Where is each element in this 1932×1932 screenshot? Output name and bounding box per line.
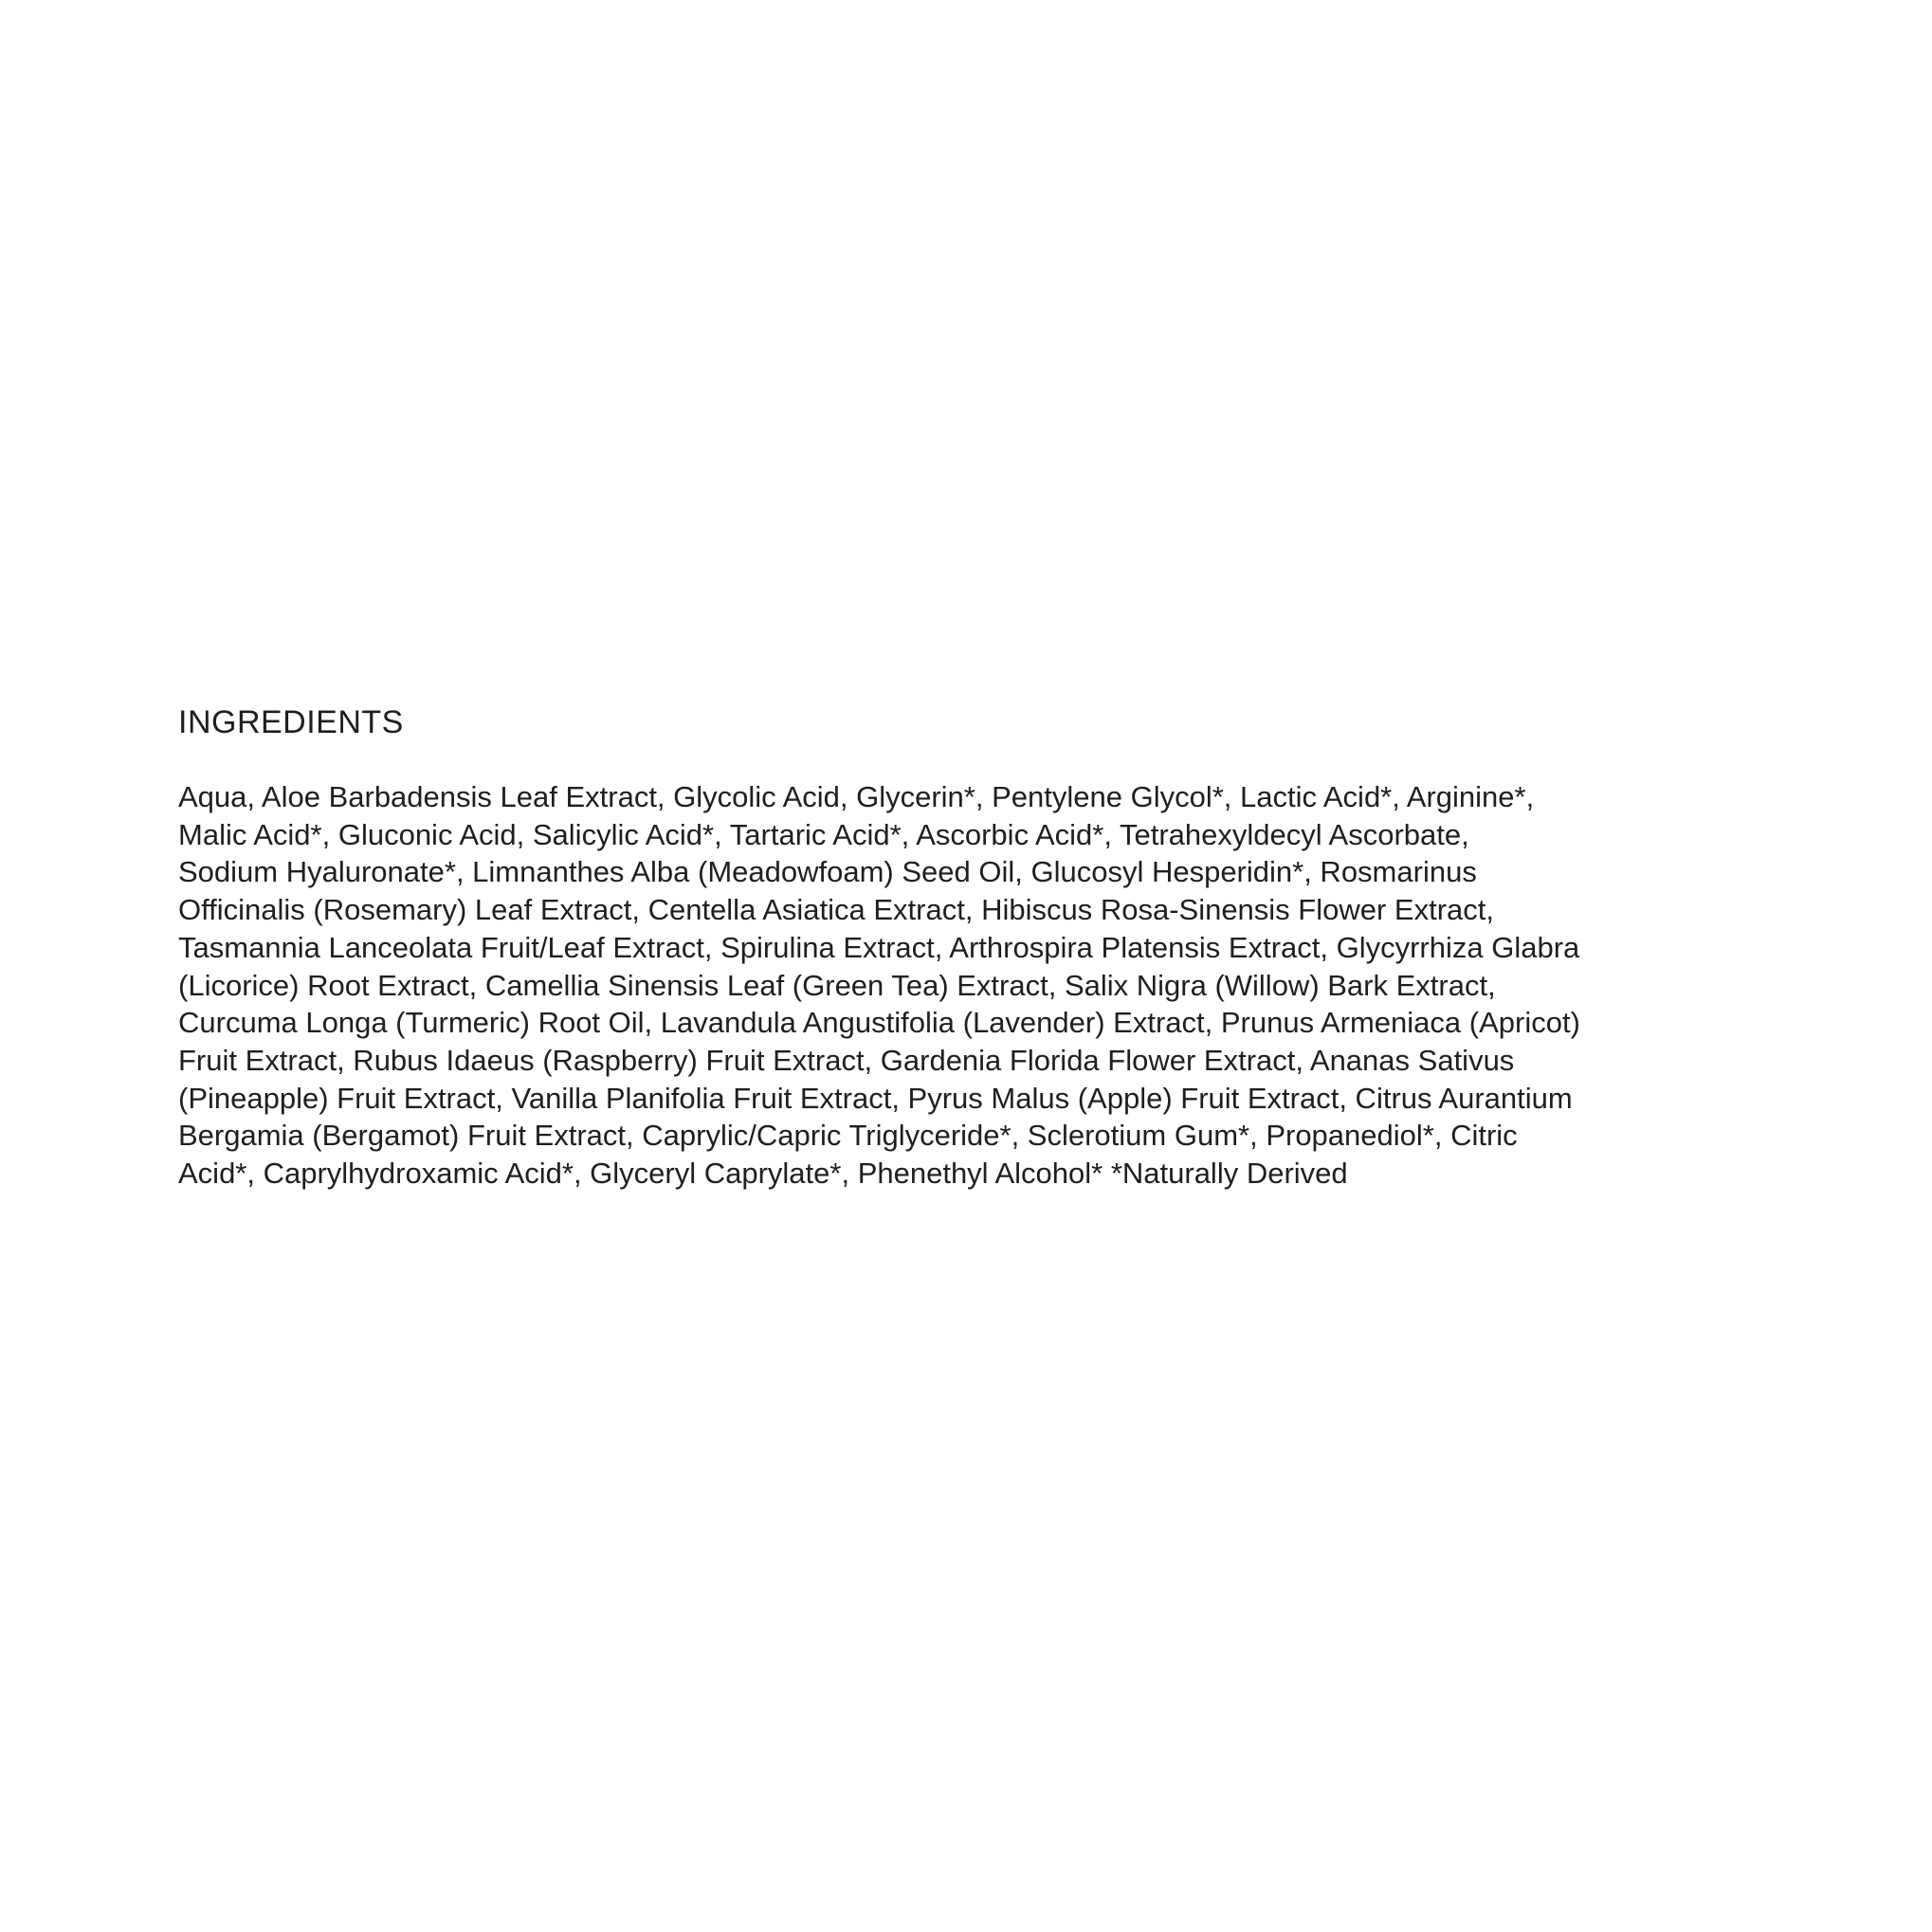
ingredients-line: (Licorice) Root Extract, Camellia Sinensis Leaf (Green Tea) Extract, Salix Nigra (Willow) Bark Extract, [178, 968, 1496, 1002]
ingredients-line: Aqua, Aloe Barbadensis Leaf Extract, Glycolic Acid, Glycerin*, Pentylene Glycol*, Lactic Acid*, Arginine*, [178, 780, 1535, 813]
ingredients-line: Acid*, Caprylhydroxamic Acid*, Glyceryl Caprylate*, Phenethyl Alcohol* *Naturally Derived [178, 1157, 1348, 1191]
ingredients-line: Sodium Hyaluronate*, Limnanthes Alba (Meadowfoam) Seed Oil, Glucosyl Hesperidin*, Rosmarinus [178, 855, 1477, 889]
ingredients-line: Curcuma Longa (Turmeric) Root Oil, Lavandula Angustifolia (Lavender) Extract, Prunus Armeniaca (Apricot) [178, 1006, 1580, 1040]
ingredients-line: (Pineapple) Fruit Extract, Vanilla Planifolia Fruit Extract, Pyrus Malus (Apple) Fruit Extract, Citrus Aurantium [178, 1081, 1573, 1115]
ingredients-paragraph [178, 778, 1580, 1193]
ingredients-line: Malic Acid*, Gluconic Acid, Salicylic Acid*, Tartaric Acid*, Ascorbic Acid*, Tetrahexyldecyl Ascorbate, [178, 817, 1469, 851]
ingredients-heading: INGREDIENTS [178, 704, 404, 740]
ingredients-line: Fruit Extract, Rubus Idaeus (Raspberry) Fruit Extract, Gardenia Florida Flower Extract, Ananas Sativus [178, 1043, 1515, 1077]
ingredients-line: Tasmannia Lanceolata Fruit/Leaf Extract, Spirulina Extract, Arthrospira Platensis Extract, Glycyrrhiza Glabra [178, 930, 1580, 964]
ingredients-line: Bergamia (Bergamot) Fruit Extract, Caprylic/Capric Triglyceride*, Sclerotium Gum*, Propanediol*, Citric [178, 1119, 1518, 1153]
ingredients-line: Officinalis (Rosemary) Leaf Extract, Centella Asiatica Extract, Hibiscus Rosa-Sinensis Flower Extract, [178, 893, 1495, 927]
